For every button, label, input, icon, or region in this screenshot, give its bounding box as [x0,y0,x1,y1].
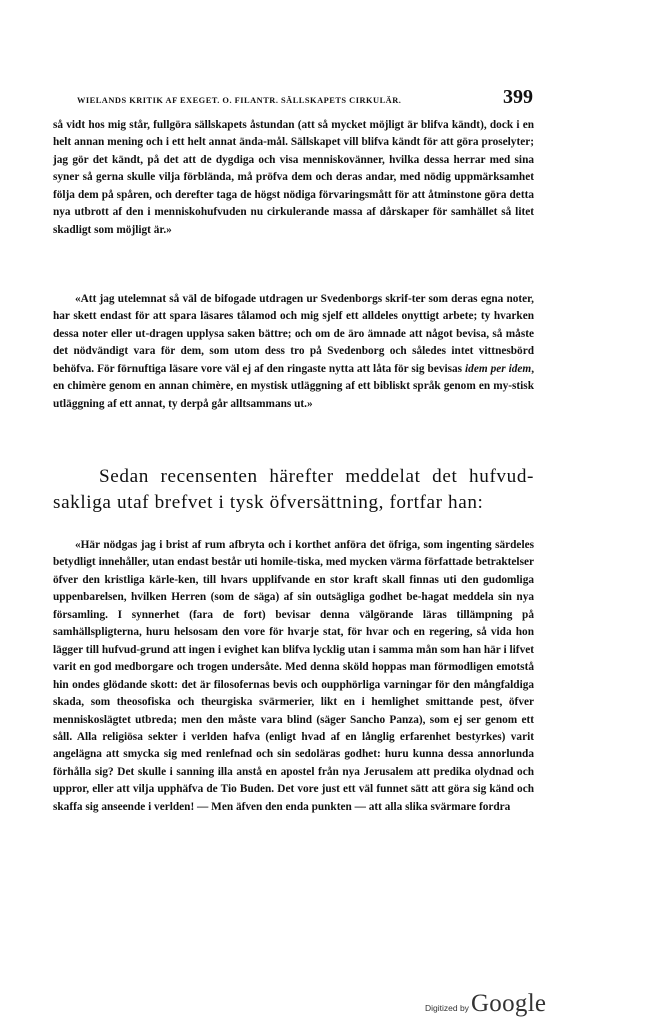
digitized-by-google-watermark [425,990,546,1024]
section-heading: Sedan recensenten härefter meddelat det hufvud-sakliga utaf brefvet i tysk öfversättning, fortfar han: [53,466,534,513]
digitized-by-label: Digitized by [425,1003,469,1013]
paragraph-2-text-after: , en chimère genom en annan chimère, en mystisk utläggning af ett bibliskt språk genom en my-stisk utläggning af ett annat, ty derpå går alltsammans ut.» [53,362,535,410]
paragraph-2 [53,291,534,413]
running-head [77,86,533,108]
google-logo: Google [470,990,547,1017]
page-number: 399 [503,86,533,108]
paragraph-2-latin-phrase: idem per idem [465,362,532,375]
paragraph-1: så vidt hos mig står, fullgöra sällskapets åstundan (att så mycket möjligt är blifva kändt), dock i en helt annan mening och i ett helt annat ända-mål. Sällskapet vill blifva kändt för att göra proselyter; jag gör det kändt, på det att de dygdiga och visa menniskovänner, hvilka dessa herrar med sina syner så gerna skulle vilja förblända, må pröfva dem och deras andar, med nödig uppmärksamhet följa dem på spåren, och derefter taga de högst nödiga förvaringsmått för att åtminstone göra detta nya utbrott af den i menniskohufvuden nu cirkulerande massa af dårskaper för samhället så litet skadligt som möjligt är.» [53,119,534,236]
paragraph-3: «Här nödgas jag i brist af rum afbryta och i korthet anföra det öfriga, som ingenting särdeles betydligt innehåller, utan endast består uti homile-tiska, med mycken värma författade betraktelser öfver den kristliga kärle-ken, till hvars upplifvande en stor kraft skall finnas uti den gudomliga uppenbarelsen, hvilken Herren (som de säga) af sin outsägliga godhet be-hagat meddela sin nya församling. I synnerhet (fara de fort) bevisar denna välgörande läras tillämpning på samhällspligterna, huru helsosam den vore för hvarje stat, för hvar och en regering, så vida hon lägger till hufvud-grund att ingen i evighet kan blifva lycklig utan i samma mån som han här i lifvet varit en god medborgare och trogen undersåte. Med denna sköld hoppas man förmodligen emotstå hin ondes glödande skott: det är filosofernas bevis och oupphörliga varningar för den mångfaldiga skada, som theosofiska och theurgiska svärmerier, likt en i hemlighet smittande pest, öfver menniskoslägtet utbreda; men den måste vara blind (säger Sancho Panza), som ej ser genom ett såll. Alla religiösa sekter i verlden hafva (enligt hvad af en långlig erfarenhet bestyrkes) varit angelägna att smycka sig med renlefnad och sin sedoläras godhet: huru kunna dessa annorlunda förhålla sig? Det skulle i sanning illa anstå en apostel från nya Jerusalem att predika olydnad och uppror, eller att vilja upphäfva de Tio Buden. Det vore just ett väl funnet sätt att göra sig känd och skaffa sig anseende i verlden! — Men äfven den enda punkten — att alla slika svärmare fordra [53,539,534,813]
paragraph-2-text-before: «Att jag utelemnat så väl de bifogade utdragen ur Svedenborgs skrif-ter som deras egna noter, har skett endast för att spara läsares tålamod och mig sjelf ett alldeles onyttigt arbete; ty hvarken dessa noter eller ut-dragen upplysa saken bättre; och om de äro ämnade att något bevisa, så måste det nödvändigt vara för dem, som utom dess tro på Svedenborg och således intet vittnesbörd behöfva. För förnuftiga läsare vore väl ej af den ringaste nytta att låta för sig bevisas [53,293,534,375]
running-title: WIELANDS KRITIK AF EXEGET. O. FILANTR. SÄLLSKAPETS CIRKULÄR. [77,96,402,105]
